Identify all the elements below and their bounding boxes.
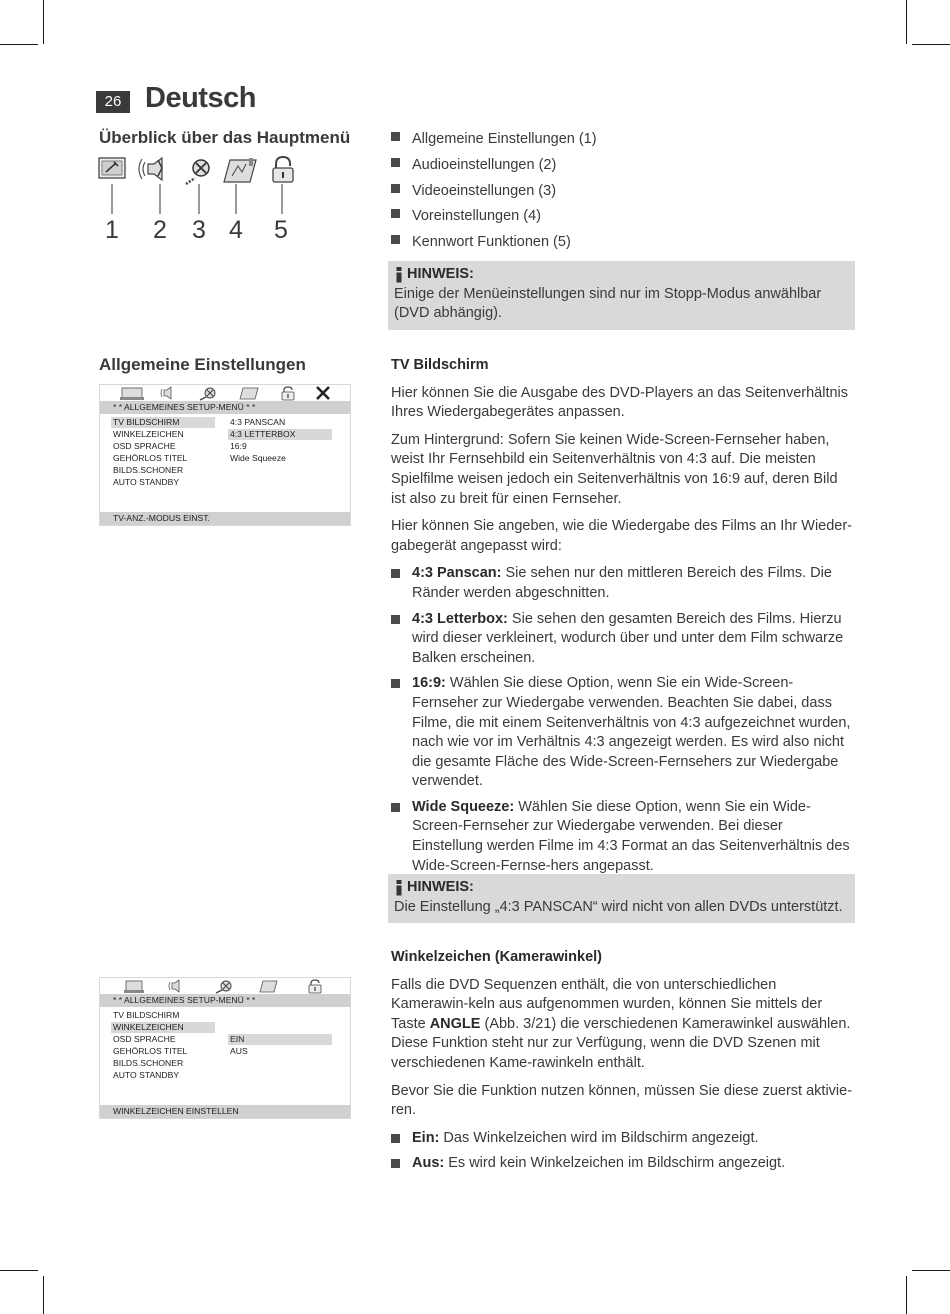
osd-footer: WINKELZEICHEN EINSTELLEN (100, 1105, 350, 1118)
overview-heading: Überblick über das Hauptmenü (99, 128, 351, 147)
osd-menu-item: AUTO STANDBY (113, 1070, 180, 1080)
osd-icon-bar (100, 978, 352, 994)
settings-icon (120, 388, 144, 400)
osd-option: Wide Squeeze (230, 453, 286, 463)
note-text: Die Einstellung „4:3 PANSCAN“ wird nicht von allen DVDs unterstützt. (394, 898, 843, 915)
crop-mark (0, 1270, 38, 1271)
video-icon (216, 981, 231, 993)
icon-number: 3 (192, 216, 206, 244)
settings-icon (124, 981, 144, 993)
section-heading: TV Bildschirm (391, 357, 489, 373)
osd-menu-item: BILDS.SCHONER (113, 465, 184, 475)
lock-icon (273, 157, 293, 182)
angle-key-label: ANGLE (429, 1015, 481, 1032)
list-item: Aus: Es wird kein Winkelzeichen im Bildschirm angezeigt. (391, 1154, 855, 1174)
osd-option: AUS (230, 1046, 248, 1056)
crop-mark (906, 1276, 907, 1314)
osd-menu-item: WINKELZEICHEN (111, 1022, 215, 1033)
lock-icon (309, 980, 321, 993)
osd-menu-item: TV BILDSCHIRM (111, 417, 215, 428)
osd-option: EIN (228, 1034, 332, 1045)
osd-option: 16:9 (230, 441, 247, 451)
crop-mark (912, 44, 950, 45)
section-heading: Winkelzeichen (Kamerawinkel) (391, 949, 602, 965)
crop-mark (0, 44, 38, 45)
osd-menu-item: GEHÖRLOS TITEL (113, 1046, 188, 1056)
general-settings-heading: Allgemeine Einstellungen (99, 355, 306, 374)
tv-options-list (391, 564, 855, 876)
paragraph: Falls die DVD Sequenzen enthält, die von unterschiedlichen Kamerawin-keln aus aufgenommen wurden, können Sie mittels der Taste ANGLE (Abb. 3/21) die verschiedenen Kamerawinkel auswählen. Diese Funktion steht nur zur Verfügung, wenn die DVD Szenen mit verschiedenen Kame-rawinkeln enthält. (391, 976, 851, 1071)
paragraph: Zum Hintergrund: Sofern Sie keinen Wide-Screen-Fernseher haben, weist Ihr Fernsehbild ein Seitenverhältnis von 4:3 auf. Die meisten Spielfilme weisen jedoch ein Seitenverhältnis von 16:9 auf, deren Bild ist also zu breit für einen Fernseher. (391, 431, 838, 507)
crop-mark (906, 0, 907, 44)
main-menu-icon-row (96, 154, 306, 249)
icon-number: 2 (153, 216, 167, 244)
angle-section (391, 948, 855, 1174)
crop-mark (43, 1276, 44, 1314)
icon-number: 1 (105, 216, 119, 244)
note-text: Einige der Menüeinstellungen sind nur im Stopp-Modus anwählbar (DVD abhängig). (394, 285, 822, 322)
osd-menu-title: * * ALLGEMEINES SETUP-MENÜ * * (100, 994, 350, 1007)
page-number: 26 (96, 91, 130, 113)
osd-menu-item: OSD SPRACHE (113, 1034, 176, 1044)
osd-menu-item: TV BILDSCHIRM (113, 1010, 180, 1020)
list-item: 16:9: Wählen Sie diese Option, wenn Sie ein Wide-Screen-Fernseher zur Wiedergabe verwenden. Beachten Sie dabei, dass Filme, die mit einem Seitenverhältnis von 4:3 aufgezeichnet wurden, nach wie vor im Verhältnis 4:3 angezeigt werden. Es wird also nicht die gesamte Fläche des Wide-Screen-Fernsehers zur Wiedergabe verwendet. (391, 674, 855, 792)
settings-icon (99, 158, 125, 178)
video-icon (186, 160, 209, 184)
audio-icon (161, 387, 171, 399)
setup-menu-screenshot (99, 384, 351, 526)
paragraph: Hier können Sie die Ausgabe des DVD-Players an das Seitenverhältnis Ihres Wiedergabegerätes anpassen. (391, 384, 849, 421)
list-item: Ein: Das Winkelzeichen wird im Bildschirm angezeigt. (391, 1129, 855, 1149)
osd-footer: TV-ANZ.-MODUS EINST. (100, 512, 350, 525)
osd-option: 4:3 LETTERBOX (228, 429, 332, 440)
tv-screen-section (391, 356, 855, 876)
osd-icon-bar (100, 385, 352, 401)
osd-menu-title: * * ALLGEMEINES SETUP-MENÜ * * (100, 401, 350, 414)
note-box (388, 874, 855, 923)
note-box (388, 261, 855, 330)
list-item: Videoeinstellungen (3) (391, 179, 855, 205)
info-icon (394, 267, 404, 283)
preferences-icon (224, 158, 256, 182)
setup-menu-screenshot (99, 977, 351, 1119)
overview-list-block (391, 127, 855, 256)
list-item: Allgemeine Einstellungen (1) (391, 127, 855, 153)
note-label: HINWEIS: (407, 879, 474, 895)
close-icon (317, 387, 329, 399)
list-item: Kennwort Funktionen (5) (391, 230, 855, 256)
osd-option: 4:3 PANSCAN (230, 417, 286, 427)
note-label: HINWEIS: (407, 266, 474, 282)
icon-number: 5 (274, 216, 288, 244)
osd-menu-item: OSD SPRACHE (113, 441, 176, 451)
list-item: Voreinstellungen (4) (391, 204, 855, 230)
list-item: Wide Squeeze: Wählen Sie diese Option, wenn Sie ein Wide-Screen-Fernseher zur Wiedergabe verwenden. Bei dieser Einstellung werden Filme im 4:3 Format an das Seitenverhältnis des Wide-Screen-Fernse-hers angepasst. (391, 798, 855, 876)
lock-icon (282, 387, 294, 400)
paragraph: Hier können Sie angeben, wie die Wiedergabe des Films an Ihr Wieder-gabegerät angepasst wird: (391, 518, 853, 554)
list-item: 4:3 Panscan: Sie sehen nur den mittleren Bereich des Films. Die Ränder werden abgeschnitten. (391, 564, 855, 603)
preferences-icon (240, 388, 258, 399)
list-item: 4:3 Letterbox: Sie sehen den gesamten Bereich des Films. Hierzu wird dieser verkleinert, wodurch über und unter dem Film schwarze Balken erscheinen. (391, 610, 855, 669)
icon-number: 4 (229, 216, 243, 244)
osd-menu-item: WINKELZEICHEN (113, 429, 184, 439)
video-icon (200, 388, 215, 400)
audio-icon (139, 158, 162, 180)
list-item: Audioeinstellungen (2) (391, 153, 855, 179)
osd-menu-item: BILDS.SCHONER (113, 1058, 184, 1068)
crop-mark (912, 1270, 950, 1271)
osd-menu-item: GEHÖRLOS TITEL (113, 453, 188, 463)
preferences-icon (260, 981, 277, 992)
audio-icon (169, 980, 179, 992)
osd-menu-item: AUTO STANDBY (113, 477, 180, 487)
info-icon (394, 880, 404, 896)
paragraph: Bevor Sie die Funktion nutzen können, müssen Sie diese zuerst aktivie-ren. (391, 1082, 853, 1119)
angle-options-list (391, 1129, 855, 1174)
language-title: Deutsch (145, 82, 256, 114)
crop-mark (43, 0, 44, 44)
overview-list (391, 127, 855, 256)
